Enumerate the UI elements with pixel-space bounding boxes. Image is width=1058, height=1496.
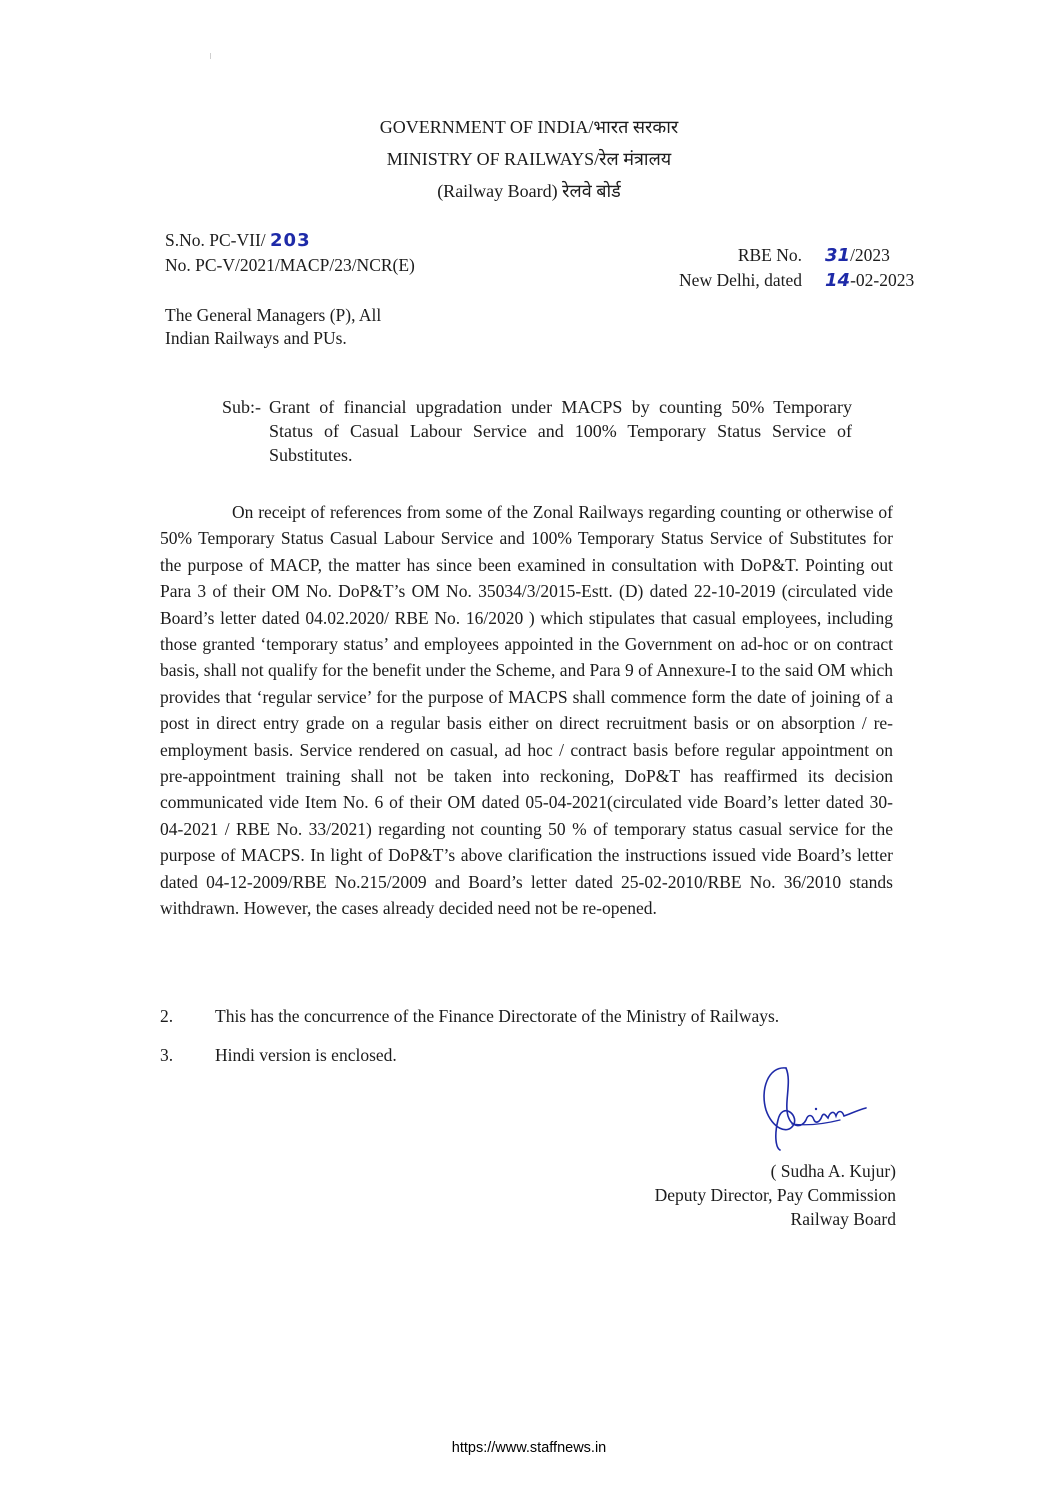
numbered-paragraph-3	[160, 1043, 397, 1067]
body-paragraph-1: On receipt of references from some of the Zonal Railways regarding counting or otherwise of 50% Temporary Status Casual Labour Service and 100% Temporary Status Service of Substitutes for the purpose of MACP, the matter has since been examined in consultation with DoP&T. Pointing out Para 3 of their OM No. DoP&T’s OM No. 35034/3/2015-Estt. (D) dated 22-10-2019 (circulated vide Board’s letter dated 04.02.2020/ RBE No. 16/2020 ) which stipulates that casual employees, including those granted ‘temporary status’ and employees appointed in the Government on ad-hoc or on contract basis, shall not qualify for the benefit under the Scheme, and Para 9 of Annexure-I to the said OM which provides that ‘regular service’ for the purpose of MACPS shall commence form the date of joining of a post in direct entry grade on a regular basis either on direct recruitment basis or on absorption / re- employment basis. Service rendered on casual, ad hoc / contract basis before regular appointment on pre-appointment training shall not be taken into reckoning, DoP&T has reaffirmed its decision communicated vide Item No. 6 of their OM dated 05-04-2021(circulated vide Board’s letter dated 30-04-2021 / RBE No. 33/2021) regarding not counting 50 % of temporary status casual service for the purpose of MACPS. In light of DoP&T’s above clarification the instructions issued vide Board’s letter dated 04-12-2009/RBE No.215/2009 and Board’s letter dated 25-02-2010/RBE No. 36/2010 stands withdrawn. However, the cases already decided need not be re-opened.	[160, 502, 893, 919]
date-day-handwritten: 14	[825, 270, 851, 291]
rbe-number	[825, 243, 914, 268]
letterhead-board: (Railway Board) रेलवे बोर्ड	[437, 181, 621, 201]
footer-url: https://www.staffnews.in	[451, 1440, 607, 1456]
addressee-line-2: Indian Railways and PUs.	[165, 328, 347, 348]
subject-text: Grant of financial upgradation under MACPS by counting 50% Temporary Status of Casual Labour Service and 100% Temporary Status Service of Substitutes.	[269, 397, 852, 465]
signatory-block	[560, 1159, 896, 1231]
signatory-name: ( Sudha A. Kujur)	[770, 1161, 896, 1181]
rbe-label: RBE No.	[737, 245, 802, 265]
addressee-line-1: The General Managers (P), All	[165, 305, 382, 325]
reference-numbers	[165, 228, 415, 278]
signature-icon	[758, 1062, 878, 1152]
date-rest: -02-2023	[850, 270, 915, 290]
date-label: New Delhi, dated	[679, 270, 802, 290]
serial-number-prefix: S.No. PC-VII/	[165, 230, 271, 250]
rbe-values	[825, 243, 914, 293]
scan-speck	[210, 53, 211, 59]
letterhead-government: GOVERNMENT OF INDIA/भारत सरकार	[379, 117, 679, 137]
subject-label: Sub:-	[222, 397, 262, 417]
rbe-labels	[640, 243, 802, 293]
numbered-paragraph-2	[160, 1004, 779, 1028]
paragraph-number: 3.	[160, 1045, 174, 1065]
serial-number-handwritten: 203	[270, 230, 311, 251]
paragraph-text: This has the concurrence of the Finance Directorate of the Ministry of Railways.	[215, 1006, 780, 1026]
rbe-number-handwritten: 31	[825, 245, 851, 266]
rbe-year: /2023	[850, 245, 890, 265]
letterhead-ministry: MINISTRY OF RAILWAYS/रेल मंत्रालय	[386, 149, 672, 169]
addressee	[165, 304, 381, 350]
serial-number	[165, 228, 415, 253]
file-number: No. PC-V/2021/MACP/23/NCR(E)	[165, 255, 415, 275]
paragraph-number: 2.	[160, 1006, 174, 1026]
signatory-office: Railway Board	[790, 1209, 896, 1229]
letter-date	[825, 268, 914, 293]
subject	[222, 395, 852, 467]
signatory-designation: Deputy Director, Pay Commission	[654, 1185, 896, 1205]
paragraph-text: Hindi version is enclosed.	[215, 1045, 397, 1065]
